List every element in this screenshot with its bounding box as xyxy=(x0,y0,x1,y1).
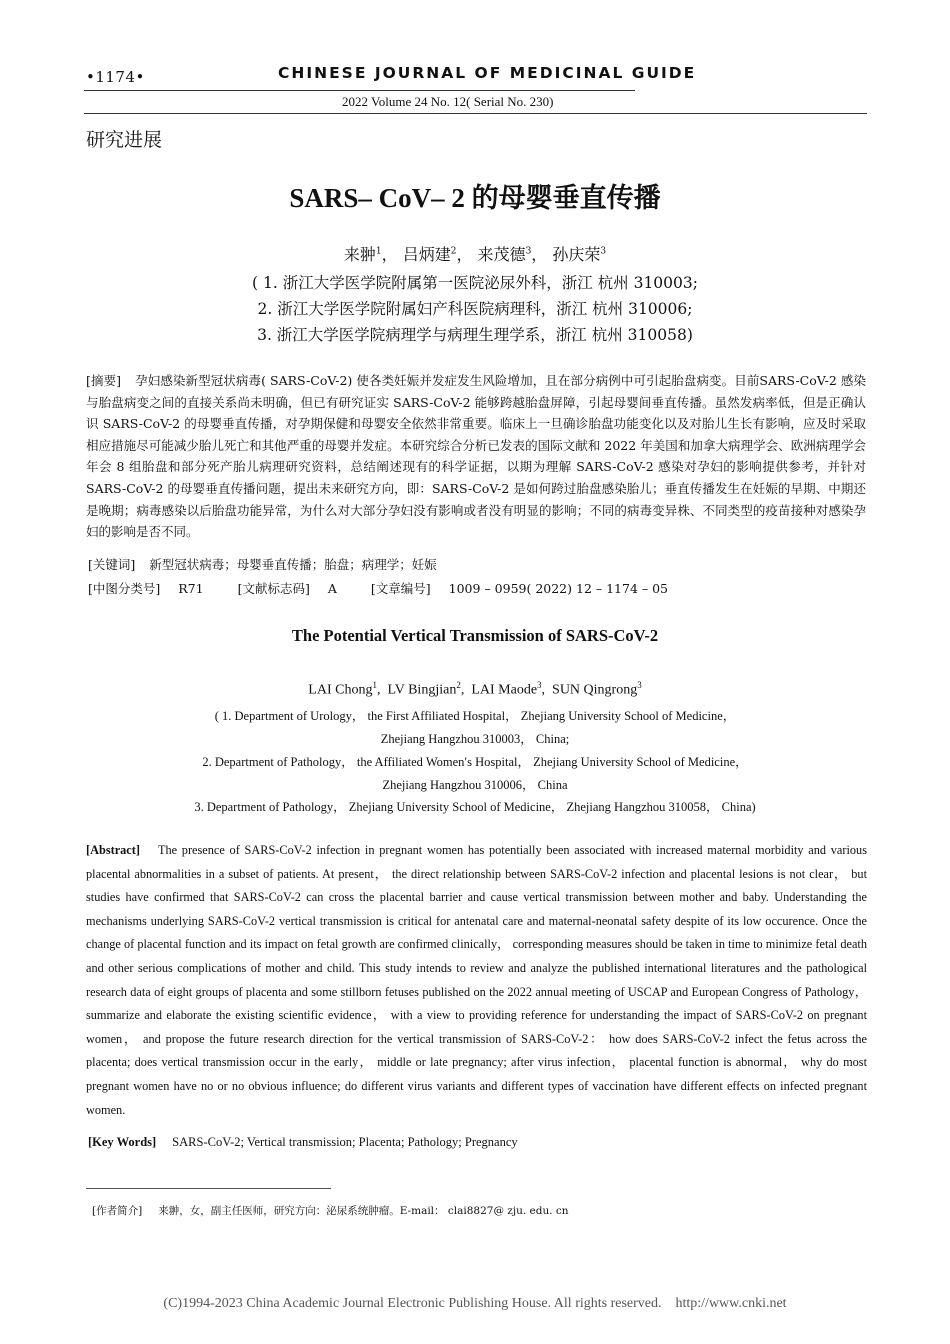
author: 吕炳建 xyxy=(402,245,451,264)
classification-line xyxy=(88,579,686,597)
clc-value: R71 xyxy=(178,581,204,596)
header-rule xyxy=(84,90,635,91)
section-label: 研究进展 xyxy=(86,129,163,151)
keywords-text: 新型冠状病毒；母婴垂直传播；胎盘；病理学；妊娠 xyxy=(149,557,437,572)
paper-title: SARS– CoV– 2 的母婴垂直传播 xyxy=(289,183,661,213)
english-affiliation: Zhejiang Hangzhou 310006， China xyxy=(382,778,568,792)
affiliation: 3. 浙江大学医学院病理学与病理生理学系，浙江 杭州 310058) xyxy=(257,326,693,344)
abstract-text: 孕妇感染新型冠状病毒( SARS-CoV-2) 使各类妊娠并发症发生风险增加，且在部分病例中可引起胎盘病变。目前SARS-CoV-2 感染与胎盘病变之间的直接关系尚未明确，但已有研究证实 SARS-CoV-2 能够跨越胎盘屏障，引起母婴间垂直传播。虽然发病率低，但是正确认识 SARS-CoV-2 的母婴垂直传播，对孕期保健和母婴安全依然非常重要。临床上一旦确诊胎盘功能变化以及对胎儿生长有影响，应及时采取相应措施尽可能减少胎儿死亡和其他严重的母婴并发症。本研究综合分析已发表的国际文献和 2022 年美国和加拿大病理学会、欧洲病理学会年会 8 组胎盘和部分死产胎儿病理研究资料，总结阐述现有的科学证据，以期为理解 SARS-CoV-2 感染对孕妇的影响提供参考，并针对 SARS-CoV-2 的母婴垂直传播问题，提出未来研究方向，即：SARS-CoV-2 是如何跨过胎盘感染胎儿；垂直传播发生在妊娠的早期、中期还是晚期；病毒感染以后胎盘功能异常，为什么对大部分孕妇没有影响或者没有明显的影响；不同的病毒变异株、不同类型的疫苗接种对感染孕妇的影响是否不同。 xyxy=(86,373,866,540)
volume-info: 2022 Volume 24 No. 12( Serial No. 230) xyxy=(342,94,554,109)
abstract-text: The presence of SARS-CoV-2 infection in pregnant women has potentially been associated with increased maternal morbidity and various placental abnormalities in a subset of patients. At present， the direct relationship between SARS-CoV-2 infection and placental lesions is not clear， but studies have confirmed that SARS-CoV-2 can cross the placental barrier and cause vertical transmission between mother and baby. Understanding the mechanisms underlying SARS-CoV-2 vertical transmission is critical for antenatal care and maternal-neonatal safety despite of its low occurence. Once the change of placental function and its impact on fetal growth are confirmed clinically， corresponding measures should be taken in time to minimize fetal death and other serious complications of mother and child. This study intends to review and analyze the published international literatures and the pathological research data of eight groups of placenta and some stillborn fetuses published on the 2022 annual meeting of USCAP and European Congress of Pathology， summarize and elaborate the existing scientific evidence， with a view to providing reference for understanding the impact of SARS-CoV-2 on pregnant women， and propose the future research direction for the vertical transmission of SARS-CoV-2： how does SARS-CoV-2 infect the fetus across the placenta; does vertical transmission occur in the early， middle or late pregnancy; after virus infection， placental function is abnormal， why do most pregnant women have no or no obvious influence; do different virus variants and different types of vaccination have different effects on infected pregnant women. xyxy=(86,843,867,1117)
affiliation: ( 1. 浙江大学医学院附属第一医院泌尿外科，浙江 杭州 310003; xyxy=(252,274,698,292)
doc-value: A xyxy=(327,581,337,596)
footnote-text: 来翀，女，副主任医师，研究方向：泌尿系统肿瘤。E-mail： clai8827@ zju. edu. cn xyxy=(158,1205,569,1217)
copyright-notice: (C)1994-2023 China Academic Journal Electronic Publishing House. All rights reserved. http://www.cnki.net xyxy=(163,1296,787,1311)
article-value: 1009 – 0959( 2022) 12 – 1174 – 05 xyxy=(448,581,669,596)
english-abstract xyxy=(86,839,867,1122)
affiliation: 2. 浙江大学医学院附属妇产科医院病理科，浙江 杭州 310006; xyxy=(257,300,693,318)
author-sup: 1 xyxy=(372,680,377,690)
author-sup: 3 xyxy=(637,680,642,690)
author-list: 来翀$^1$， 吕炳建$^2$， 来茂德$^3$， 孙庆荣$^3$ xyxy=(343,245,607,264)
abstract-label: [摘要] xyxy=(86,373,122,388)
author: LV Bingjian xyxy=(387,682,457,698)
author-sup: 3 xyxy=(600,246,607,257)
author-sup: 3 xyxy=(537,680,542,690)
footnote-rule xyxy=(86,1188,331,1189)
keywords-label: [关键词] xyxy=(88,557,136,572)
author-sup: 2 xyxy=(450,246,457,257)
keywords-label: [Key Words] xyxy=(88,1135,157,1149)
author: 孙庆荣 xyxy=(552,245,601,264)
author-sup: 2 xyxy=(456,680,461,690)
abstract-label: [Abstract] xyxy=(86,843,140,857)
author: 来茂德 xyxy=(477,245,526,264)
author-footnote xyxy=(92,1203,569,1218)
keywords-text: SARS-CoV-2; Vertical transmission; Placenta; Pathology; Pregnancy xyxy=(172,1135,518,1149)
author: SUN Qingrong xyxy=(552,682,638,698)
english-title: The Potential Vertical Transmission of SARS-CoV-2 xyxy=(291,626,659,645)
chinese-keywords xyxy=(88,555,437,573)
doc-label: [文献标志码] xyxy=(237,581,310,596)
chinese-abstract xyxy=(86,370,866,543)
english-affiliation: Zhejiang Hangzhou 310003， China; xyxy=(380,732,570,746)
author: 来翀 xyxy=(343,245,376,264)
author: LAI Maode xyxy=(471,682,538,698)
clc-label: [中图分类号] xyxy=(88,581,161,596)
page-number: •1174• xyxy=(86,68,145,86)
author: LAI Chong xyxy=(308,682,373,698)
english-author-list: LAI Chong$^1$, LV Bingjian$^2$, LAI Maode$^3$, SUN Qingrong$^3$ xyxy=(308,680,642,698)
english-affiliation: 3. Department of Pathology， Zhejiang University School of Medicine， Zhejiang Hangzhou 310058， China) xyxy=(194,800,756,814)
english-affiliation: ( 1. Department of Urology， the First Affiliated Hospital， Zhejiang University School of Medicine， xyxy=(214,709,736,723)
author-sup: 1 xyxy=(375,246,382,257)
english-affiliation: 2. Department of Pathology， the Affiliated Women′s Hospital， Zhejiang University School of Medicine， xyxy=(202,755,748,769)
author-sup: 3 xyxy=(525,246,532,257)
english-keywords xyxy=(88,1135,518,1150)
article-label: [文章编号] xyxy=(370,581,431,596)
header-rule-2 xyxy=(84,113,867,114)
journal-name: CHINESE JOURNAL OF MEDICINAL GUIDE xyxy=(278,64,697,82)
footnote-label: [作者简介] xyxy=(92,1205,143,1217)
